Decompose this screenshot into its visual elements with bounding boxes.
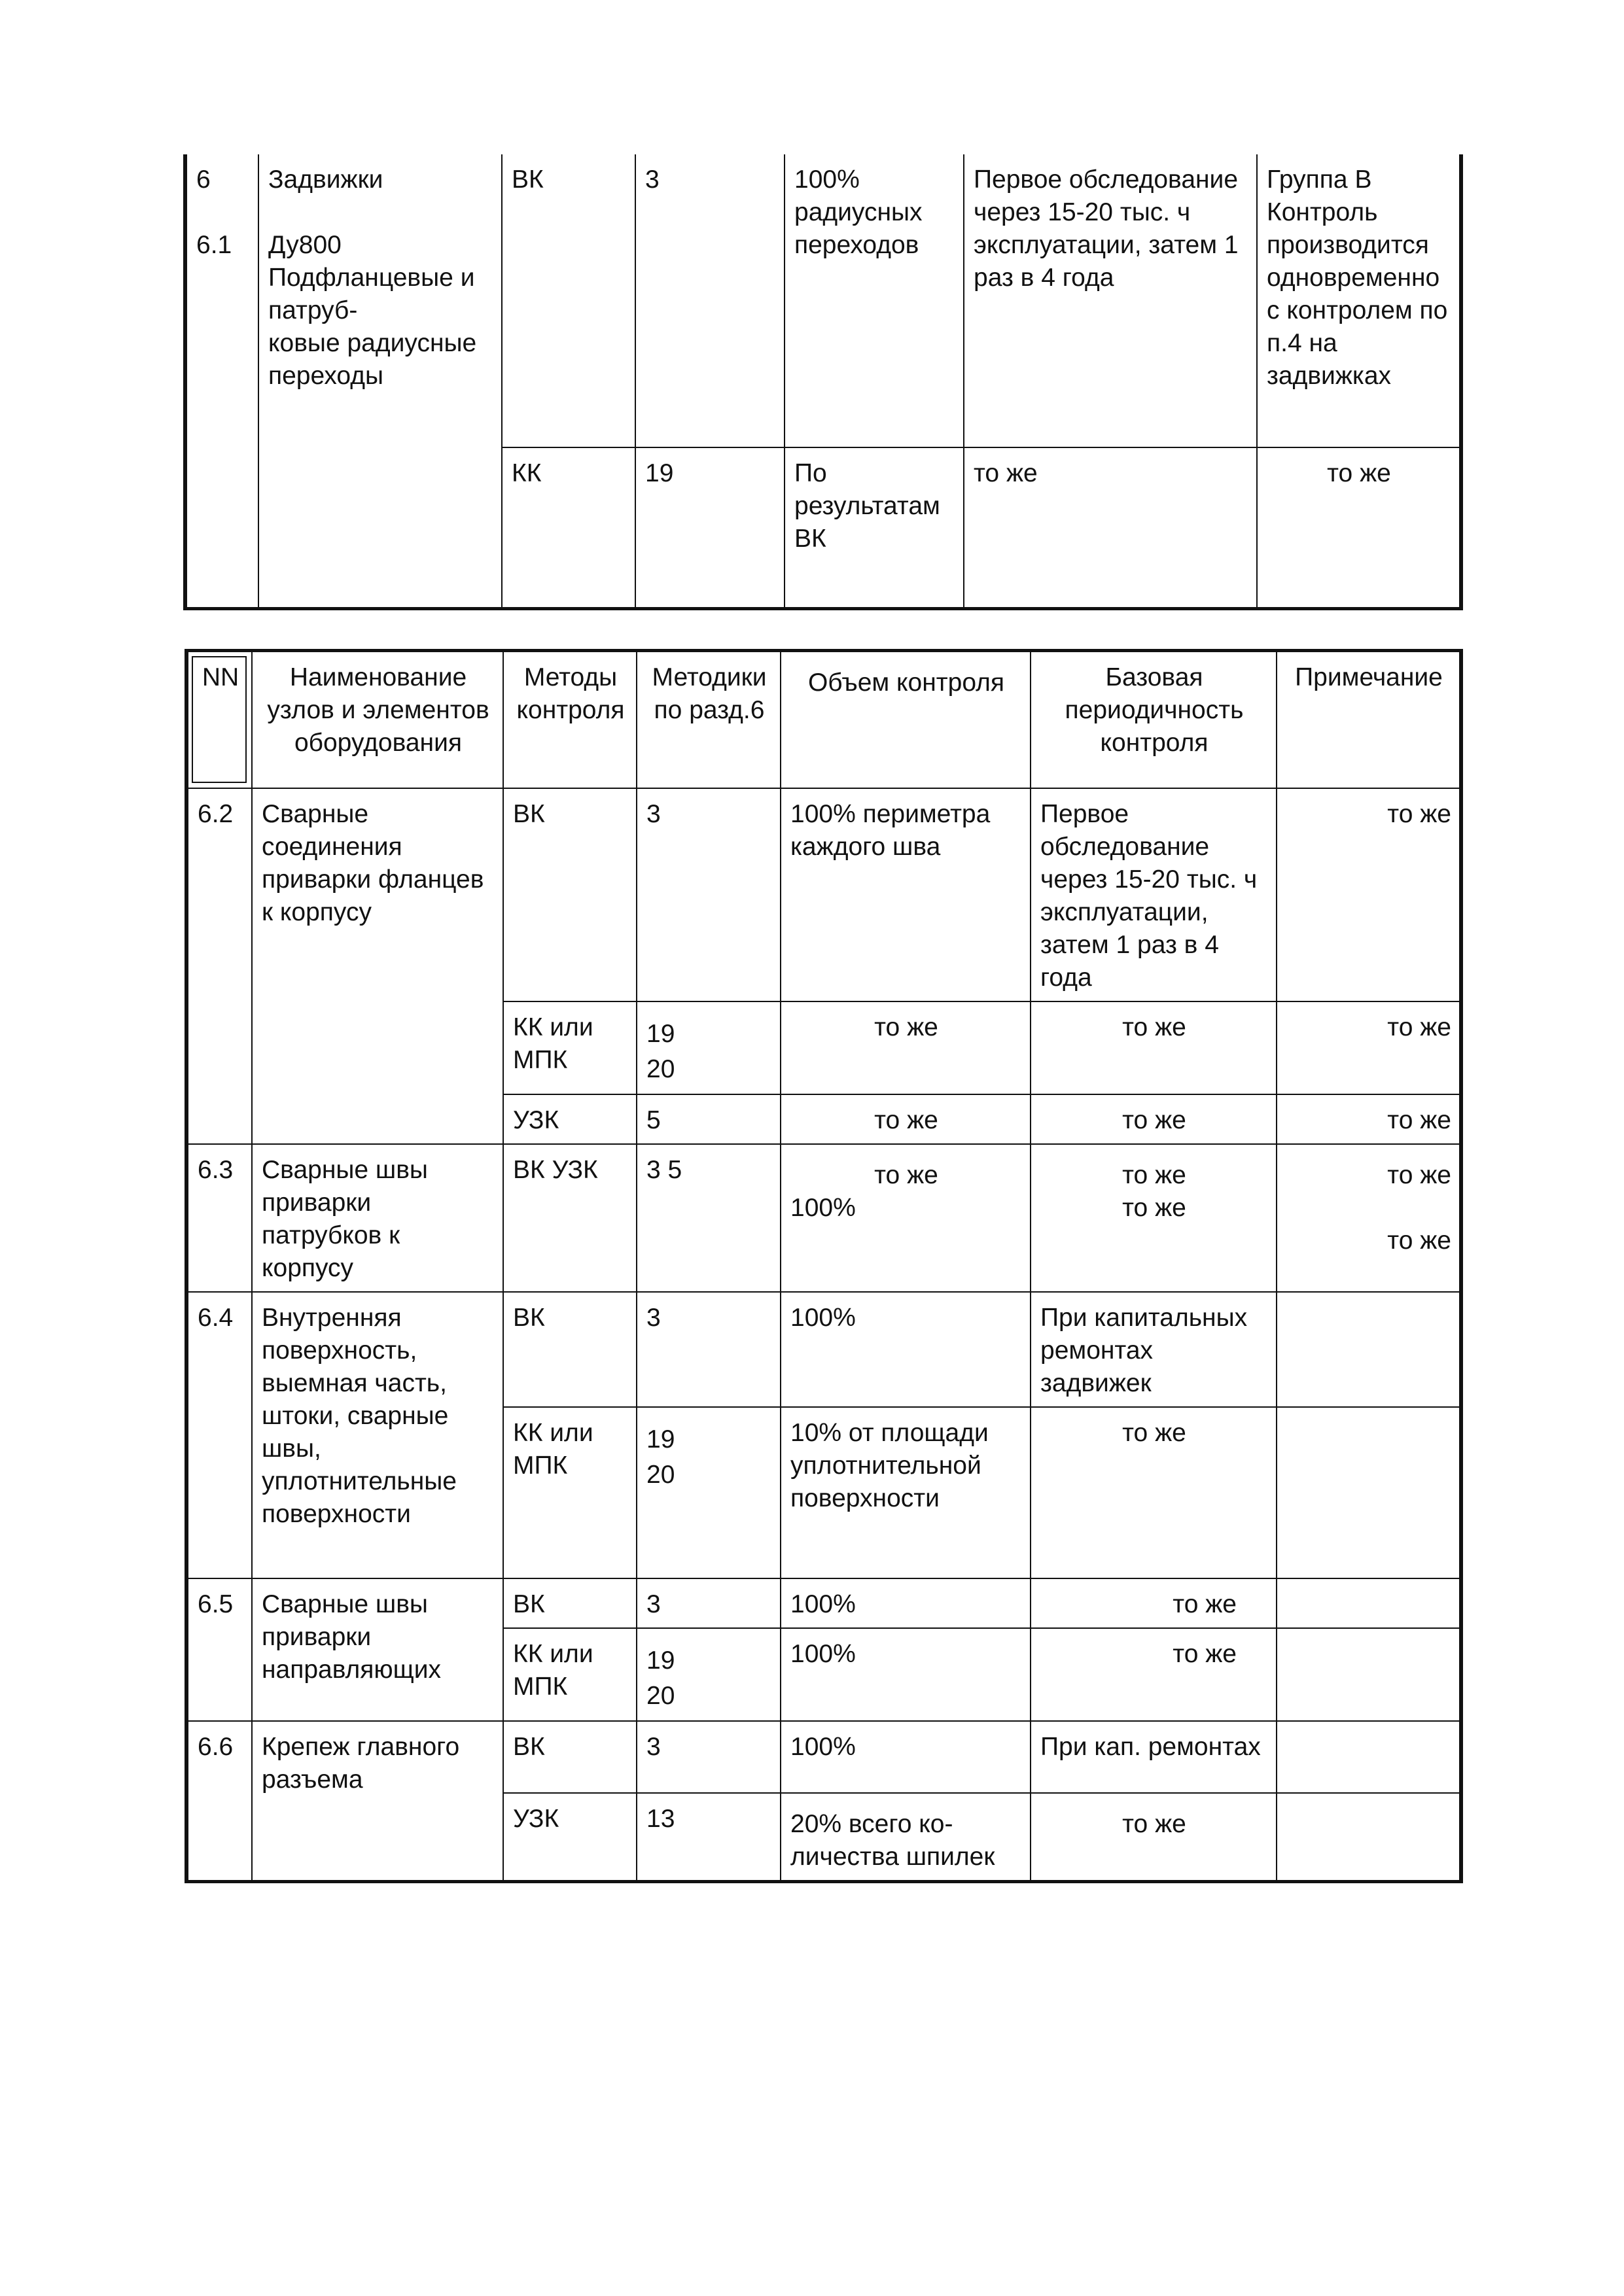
volume-cell: то же [781, 1094, 1031, 1144]
technique-cell: 3 [637, 1578, 781, 1628]
technique-cell: 19 20 [637, 1001, 781, 1094]
method-cell: УЗК [503, 1793, 637, 1882]
row-name: Сварные швы приварки направляющих [252, 1578, 503, 1721]
row-name: Внутренняя поверхность, выемная часть, штоки, сварные швы, уплотнительные поверхности [252, 1292, 503, 1578]
method-cell: ВК [502, 154, 635, 447]
volume-cell: то же [781, 1001, 1031, 1094]
volume-cell [781, 1144, 1031, 1292]
period-cell: то же [1031, 1578, 1277, 1628]
period-cell: Первое обследование через 15-20 тыс. ч эксплуатации, затем 1 раз в 4 года [964, 154, 1257, 447]
row-name: Сварные соединения приварки фланцев к корпусу [252, 788, 503, 1144]
note-cell: Группа В Контроль производится одновременно с контролем по п.4 на задвижках [1257, 154, 1461, 447]
technique-cell: 19 20 [637, 1407, 781, 1578]
note-cell: то же то же [1277, 1144, 1461, 1292]
note-cell [1277, 1578, 1461, 1628]
header-techniques: Методики по разд.6 [637, 651, 781, 788]
note-cell: то же [1277, 1094, 1461, 1144]
note-cell [1277, 1292, 1461, 1407]
method-cell: ВК [503, 1292, 637, 1407]
volume-cell: 100% периметра каждого шва [781, 788, 1031, 1001]
row-number: 6.4 [186, 1292, 252, 1578]
method-cell: ВК УЗК [503, 1144, 637, 1292]
period-cell: то же [1031, 1407, 1277, 1578]
technique-cell: 19 [635, 447, 785, 608]
table-row [186, 1292, 1461, 1407]
technique-cell: 3 5 [637, 1144, 781, 1292]
header-row [186, 651, 1461, 788]
method-cell: КК или МПК [503, 1628, 637, 1721]
table-row [186, 1578, 1461, 1628]
period-cell: то же [1031, 1001, 1277, 1094]
row-name: Сварные швы приварки патрубков к корпусу [252, 1144, 503, 1292]
technique-cell: 3 [637, 1721, 781, 1793]
technique-cell: 13 [637, 1793, 781, 1882]
table-row [186, 1144, 1461, 1292]
volume-cell: 10% от площади уплотнительной поверхности [781, 1407, 1031, 1578]
row-number: 6.3 [186, 1144, 252, 1292]
note-cell [1277, 1793, 1461, 1882]
row-number: 6.2 [186, 788, 252, 1144]
technique-cell: 19 20 [637, 1628, 781, 1721]
row-number: 6.6 [186, 1721, 252, 1882]
method-cell: КК или МПК [503, 1407, 637, 1578]
note-cell [1277, 1628, 1461, 1721]
volume-cell: 20% всего ко- личества шпилек [781, 1793, 1031, 1882]
volume-cell: 100% [781, 1578, 1031, 1628]
period-cell: то же [964, 447, 1257, 608]
header-volume: Объем контроля [781, 651, 1031, 788]
row-6-number: 6 6.1 [185, 154, 258, 608]
period-cell: При кап. ремонтах [1031, 1721, 1277, 1793]
volume-cell: 100% [781, 1628, 1031, 1721]
table-row [186, 788, 1461, 1001]
period-cell: то же [1031, 1793, 1277, 1882]
technique-cell: 3 [637, 1292, 781, 1407]
note-cell: то же [1257, 447, 1461, 608]
period-cell: При капитальных ремонтах задвижек [1031, 1292, 1277, 1407]
technique-cell: 3 [635, 154, 785, 447]
row-number: 6.5 [186, 1578, 252, 1721]
technique-cell: 3 [637, 788, 781, 1001]
header-methods: Методы контроля [503, 651, 637, 788]
row-name: Крепеж главного разъема [252, 1721, 503, 1882]
volume-cell: 100% [781, 1292, 1031, 1407]
header-note: Примечание [1277, 651, 1461, 788]
method-cell: КК или МПК [503, 1001, 637, 1094]
header-name: Наименование узлов и элементов оборудования [252, 651, 503, 788]
volume-cell: 100% радиусных переходов [785, 154, 964, 447]
volume-line: то же [874, 1160, 938, 1189]
main-table [185, 649, 1463, 1883]
method-cell: КК [502, 447, 635, 608]
period-cell: то же [1031, 1094, 1277, 1144]
table-row [186, 1721, 1461, 1793]
row-6-name: Задвижки Ду800 Подфланцевые и патруб- ковые радиусные переходы [258, 154, 502, 608]
period-cell: то же [1031, 1628, 1277, 1721]
volume-line: 100% [790, 1193, 856, 1222]
header-period: Базовая периодичность контроля [1031, 651, 1277, 788]
period-cell: Первое обследование через 15-20 тыс. ч эксплуатации, затем 1 раз в 4 года [1031, 788, 1277, 1001]
technique-cell: 5 [637, 1094, 781, 1144]
method-cell: ВК [503, 1578, 637, 1628]
top-table [183, 154, 1463, 610]
volume-cell: По результатам ВК [785, 447, 964, 608]
note-cell: то же [1277, 1001, 1461, 1094]
note-cell [1277, 1721, 1461, 1793]
method-cell: ВК [503, 788, 637, 1001]
method-cell: УЗК [503, 1094, 637, 1144]
note-cell: то же [1277, 788, 1461, 1001]
volume-cell: 100% [781, 1721, 1031, 1793]
header-nn: NN [186, 651, 252, 788]
note-cell [1277, 1407, 1461, 1578]
period-cell: то же то же [1031, 1144, 1277, 1292]
method-cell: ВК [503, 1721, 637, 1793]
